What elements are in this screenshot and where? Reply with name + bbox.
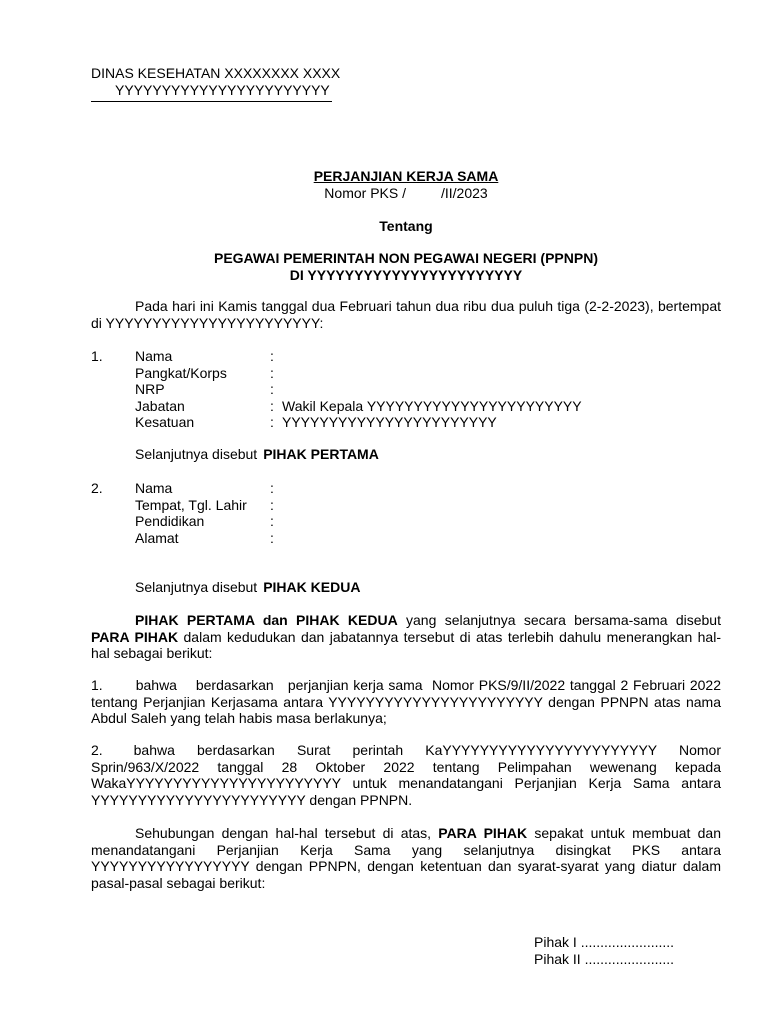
party-1-field bbox=[91, 348, 721, 365]
field-label: Pendidikan bbox=[135, 513, 205, 529]
field-label: Nama bbox=[135, 480, 173, 496]
field-colon: : bbox=[270, 480, 274, 496]
closing-text-1: Sehubungan dengan hal-hal tersebut di atas, bbox=[135, 825, 439, 841]
field-colon: : bbox=[270, 364, 274, 381]
party-2-field bbox=[91, 513, 721, 530]
field-label: NRP bbox=[135, 381, 165, 397]
field-label: Tempat, Tgl. Lahir bbox=[135, 496, 247, 513]
designation-text: Selanjutnya disebut bbox=[135, 579, 258, 595]
letterhead-unit: YYYYYYYYYYYYYYYYYYYYYYY bbox=[115, 81, 330, 98]
para-pihak-text-2: dalam kedudukan dan jabatannya tersebut di atas terlebih dahulu menerangkan hal-hal sebagai berikut: bbox=[91, 628, 721, 661]
party-1-field bbox=[91, 381, 721, 398]
field-label: Kesatuan bbox=[135, 414, 195, 430]
closing-paragraph bbox=[91, 825, 721, 891]
field-colon: : bbox=[270, 397, 274, 414]
party-1-field bbox=[91, 365, 721, 382]
party-2-field bbox=[91, 530, 721, 547]
closing-text-2: sepakat untuk membuat dan menandatangani Perjanjian Kerja Sama yang selanjutnya disingkat PKS antara YYYYYYYYYYYYYYYYY dengan PPNPN, dengan ketentuan dan syarat-syarat yang diatur dalam pasal-pasal sebagai berikut: bbox=[91, 825, 721, 891]
closing-term: PARA PIHAK bbox=[438, 825, 528, 841]
opening-paragraph: Pada hari ini Kamis tanggal dua Februari tahun dua ribu dua puluh tiga (2-2-2023), bertempat di YYYYYYYYYYYYYYYYYYYYYYY: bbox=[91, 298, 721, 331]
field-colon: : bbox=[270, 381, 274, 397]
para-pihak-text-1: yang selanjutnya secara bersama-sama disebut bbox=[397, 612, 721, 628]
party-2-designation bbox=[135, 579, 360, 596]
party-1-number: 1. bbox=[91, 348, 103, 364]
party-1-block bbox=[91, 348, 721, 431]
party-1-field bbox=[91, 398, 721, 415]
field-colon: : bbox=[270, 348, 274, 364]
letterhead bbox=[91, 65, 341, 102]
field-label: Alamat bbox=[135, 529, 179, 546]
field-colon: : bbox=[270, 513, 274, 529]
designation-name: PIHAK PERTAMA bbox=[263, 446, 379, 462]
field-colon: : bbox=[270, 496, 274, 513]
signature-block bbox=[534, 934, 674, 967]
party-2-field bbox=[91, 497, 721, 514]
field-colon: : bbox=[270, 414, 274, 430]
recital-item-1: 1. bahwa berdasarkan perjanjian kerja sama Nomor PKS/9/II/2022 tanggal 2 Februari 2022 tentang Perjanjian Kerjasama antara YYYYYYYYYYYYYYYYYYYYYYY dengan PPNPN atas nama Abdul Saleh yang telah habis masa berlakunya; bbox=[91, 677, 725, 726]
tentang-heading: Tentang bbox=[379, 218, 433, 234]
document-title-block bbox=[91, 168, 721, 201]
para-pihak-term: PARA PIHAK bbox=[91, 628, 179, 645]
field-value: Wakil Kepala YYYYYYYYYYYYYYYYYYYYYYY bbox=[282, 397, 582, 414]
field-label: Pangkat/Korps bbox=[135, 364, 227, 381]
subject-line-1: PEGAWAI PEMERINTAH NON PEGAWAI NEGERI (PPNPN) bbox=[213, 250, 598, 266]
designation-name: PIHAK KEDUA bbox=[263, 579, 361, 595]
designation-text: Selanjutnya disebut bbox=[135, 446, 258, 462]
field-label: Jabatan bbox=[135, 397, 185, 414]
field-colon: : bbox=[270, 529, 274, 546]
party-2-number: 2. bbox=[91, 480, 103, 496]
party-1-field bbox=[91, 414, 721, 431]
subject-line-2: DI YYYYYYYYYYYYYYYYYYYYYYY bbox=[289, 266, 523, 283]
letterhead-underline bbox=[91, 101, 332, 102]
subject-heading bbox=[91, 250, 721, 283]
party-2-field bbox=[91, 480, 721, 497]
signature-pihak-1: Pihak I ........................ bbox=[534, 934, 675, 950]
para-pihak-paragraph bbox=[91, 612, 721, 662]
field-value: YYYYYYYYYYYYYYYYYYYYYYY bbox=[282, 414, 497, 430]
party-1-designation bbox=[135, 446, 379, 463]
para-pihak-lead: PIHAK PERTAMA dan PIHAK KEDUA bbox=[135, 612, 398, 628]
recital-item-2: 2. bahwa berdasarkan Surat perintah KaYYYYYYYYYYYYYYYYYYYYYYY Nomor Sprin/963/X/2022 tanggal 28 Oktober 2022 tentang Pelimpahan wewenang kepada WakaYYYYYYYYYYYYYYYYYYYYYYY untuk menandatangani Perjanjian Kerja Sama antara YYYYYYYYYYYYYYYYYYYYYYY dengan PPNPN. bbox=[91, 742, 725, 808]
letterhead-agency: DINAS KESEHATAN XXXXXXXX XXXX bbox=[91, 65, 341, 81]
field-label: Nama bbox=[135, 348, 173, 364]
document-number: Nomor PKS / /II/2023 bbox=[324, 184, 488, 201]
signature-pihak-2: Pihak II ....................... bbox=[534, 950, 675, 967]
document-title: PERJANJIAN KERJA SAMA bbox=[313, 168, 499, 184]
party-2-block bbox=[91, 480, 721, 546]
